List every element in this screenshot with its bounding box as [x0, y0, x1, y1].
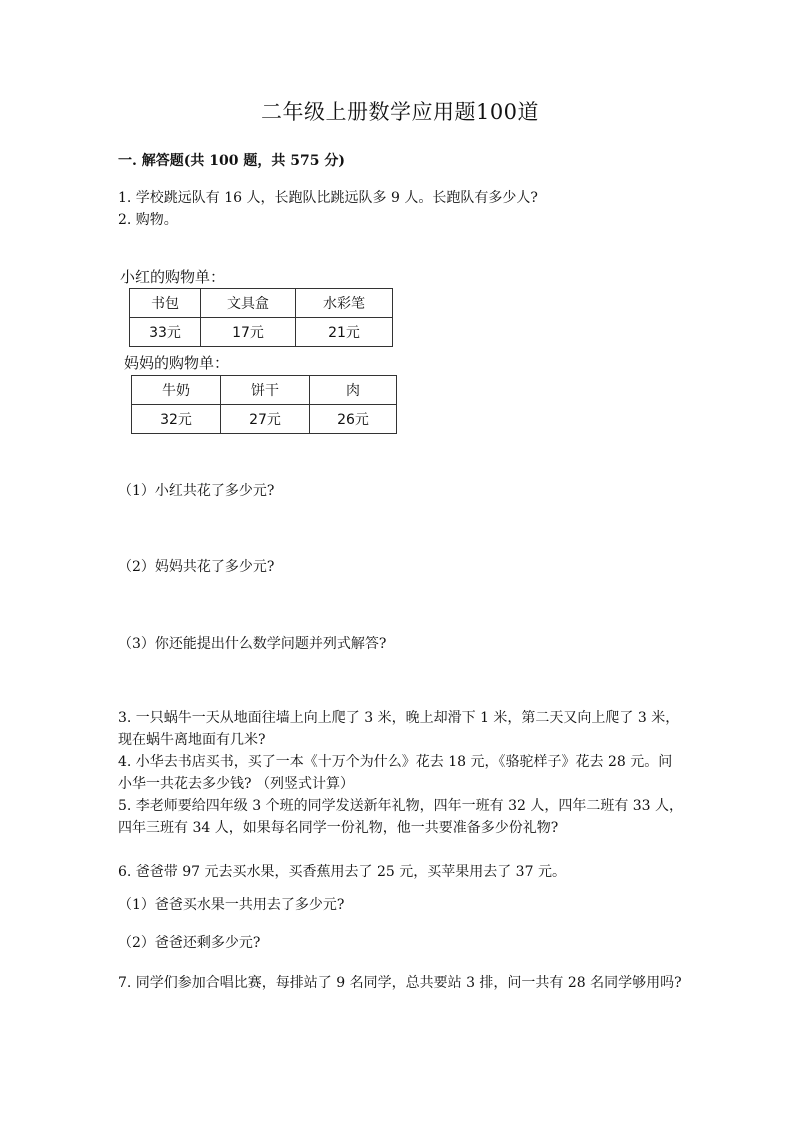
question-7: 7. 同学们参加合唱比赛，每排站了 9 名同学，总共要站 3 排，问一共有 28 名同学够用吗? — [118, 975, 682, 991]
table-cell: 水彩笔 — [296, 289, 393, 318]
question-4: 4. 小华去书店买书，买了一本《十万个为什么》花去 18 元，《骆驼样子》花去 28 元。问小华一共花去多少钱? （列竖式计算） — [118, 754, 673, 792]
table-cell: 26元 — [310, 405, 397, 434]
question-2-sub-3: （3）你还能提出什么数学问题并列式解答? — [118, 636, 387, 652]
table-cell: 27元 — [221, 405, 310, 434]
table-cell: 17元 — [201, 318, 296, 347]
table-row — [132, 405, 397, 434]
question-2-sub-2: （2）妈妈共花了多少元? — [118, 559, 275, 575]
table-cell: 32元 — [132, 405, 221, 434]
page-title: 二年级上册数学应用题100道 — [260, 100, 540, 124]
table-row — [130, 318, 393, 347]
table-cell: 肉 — [310, 376, 397, 405]
table-cell: 文具盒 — [201, 289, 296, 318]
mama-list-label: 妈妈的购物单： — [124, 354, 230, 372]
section-heading: 一. 解答题(共 100 题，共 575 分) — [118, 153, 345, 169]
table-cell: 21元 — [296, 318, 393, 347]
question-2: 2. 购物。 — [118, 212, 178, 228]
question-3: 3. 一只蜗牛一天从地面往墙上向上爬了 3 米，晚上却滑下 1 米，第二天又向上爬了 3 米，现在蜗牛离地面有几米? — [118, 710, 680, 748]
xiaohong-list-label: 小红的购物单： — [120, 268, 226, 286]
xiaohong-shopping-table — [129, 288, 393, 347]
table-cell: 牛奶 — [132, 376, 221, 405]
question-1: 1. 学校跳远队有 16 人，长跑队比跳远队多 9 人。长跑队有多少人? — [118, 190, 538, 206]
question-6: 6. 爸爸带 97 元去买水果，买香蕉用去了 25 元，买苹果用去了 37 元。 — [118, 864, 566, 880]
table-row — [130, 289, 393, 318]
mama-shopping-table — [131, 375, 397, 434]
question-6-sub-1: （1）爸爸买水果一共用去了多少元? — [118, 897, 345, 913]
question-5: 5. 李老师要给四年级 3 个班的同学发送新年礼物，四年一班有 32 人，四年二班有 33 人，四年三班有 34 人，如果每名同学一份礼物，他一共要准备多少份礼物? — [118, 798, 684, 836]
table-cell: 饼干 — [221, 376, 310, 405]
table-cell: 书包 — [130, 289, 201, 318]
table-row — [132, 376, 397, 405]
question-6-sub-2: （2）爸爸还剩多少元? — [118, 935, 261, 951]
question-2-sub-1: （1）小红共花了多少元? — [118, 483, 275, 499]
table-cell: 33元 — [130, 318, 201, 347]
